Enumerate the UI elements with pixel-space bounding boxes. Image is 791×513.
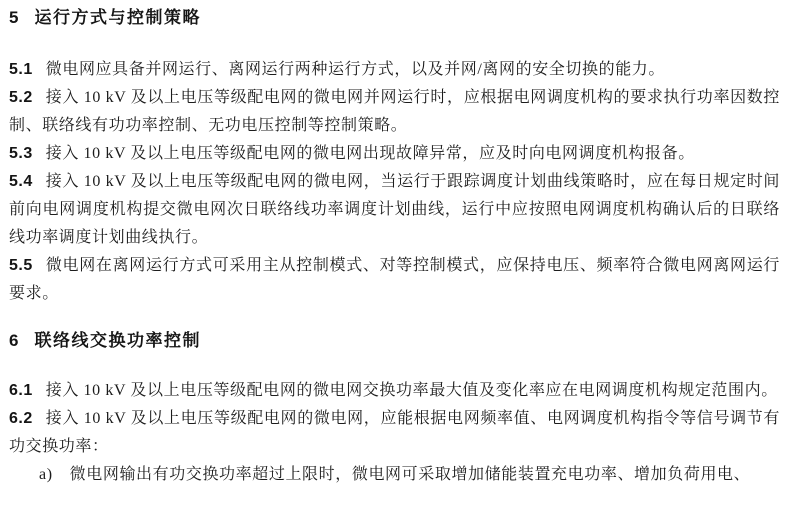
clause-5-1-text: 微电网应具备并网运行、离网运行两种运行方式，以及并网/离网的安全切换的能力。 [45,61,665,78]
clause-5-2-number: 5.2 [9,89,33,106]
clause-6-2 [9,405,780,461]
clause-5-2-text: 接入 10 kV 及以上电压等级配电网的微电网并网运行时，应根据电网调度机构的要求执行功率因数控制、联络线有功功率控制、无功电压控制等控制策略。 [9,89,780,134]
subitem-6-2-a-marker: a) [39,466,53,483]
clause-5-5-text: 微电网在离网运行方式可采用主从控制模式、对等控制模式，应保持电压、频率符合微电网离网运行要求。 [9,257,780,302]
subitem-6-2-a [9,461,780,489]
section-6-number: 6 [9,331,19,350]
section-6-title: 联络线交换功率控制 [34,331,201,350]
section-5-number: 5 [9,8,19,27]
section-6-heading [9,329,780,353]
clause-6-2-number: 6.2 [9,410,33,427]
clause-5-3-text: 接入 10 kV 及以上电压等级配电网的微电网出现故障异常，应及时向电网调度机构报备。 [45,145,695,162]
section-5-heading [9,6,780,30]
clause-5-4 [9,168,780,252]
clause-6-2-text: 接入 10 kV 及以上电压等级配电网的微电网，应能根据电网频率值、电网调度机构指令等信号调节有功交换功率： [9,410,780,455]
clause-5-5 [9,252,780,308]
clause-5-1-number: 5.1 [9,61,33,78]
section-5-title: 运行方式与控制策略 [34,8,201,27]
subitem-6-2-a-text: 微电网输出有功交换功率超过上限时，微电网可采取增加储能装置充电功率、增加负荷用电、 [69,466,751,483]
clause-5-4-number: 5.4 [9,173,33,190]
clause-6-1 [9,377,780,405]
clause-5-3-number: 5.3 [9,145,33,162]
clause-5-2 [9,84,780,140]
clause-5-3 [9,140,780,168]
clause-6-1-number: 6.1 [9,382,33,399]
clause-5-1 [9,56,780,84]
clause-5-4-text: 接入 10 kV 及以上电压等级配电网的微电网，当运行于跟踪调度计划曲线策略时，应在每日规定时间前向电网调度机构提交微电网次日联络线功率调度计划曲线，运行中应按照电网调度机构确认后的日联络线功率调度计划曲线执行。 [9,173,780,246]
clause-6-1-text: 接入 10 kV 及以上电压等级配电网的微电网交换功率最大值及变化率应在电网调度机构规定范围内。 [45,382,778,399]
clause-5-5-number: 5.5 [9,257,33,274]
